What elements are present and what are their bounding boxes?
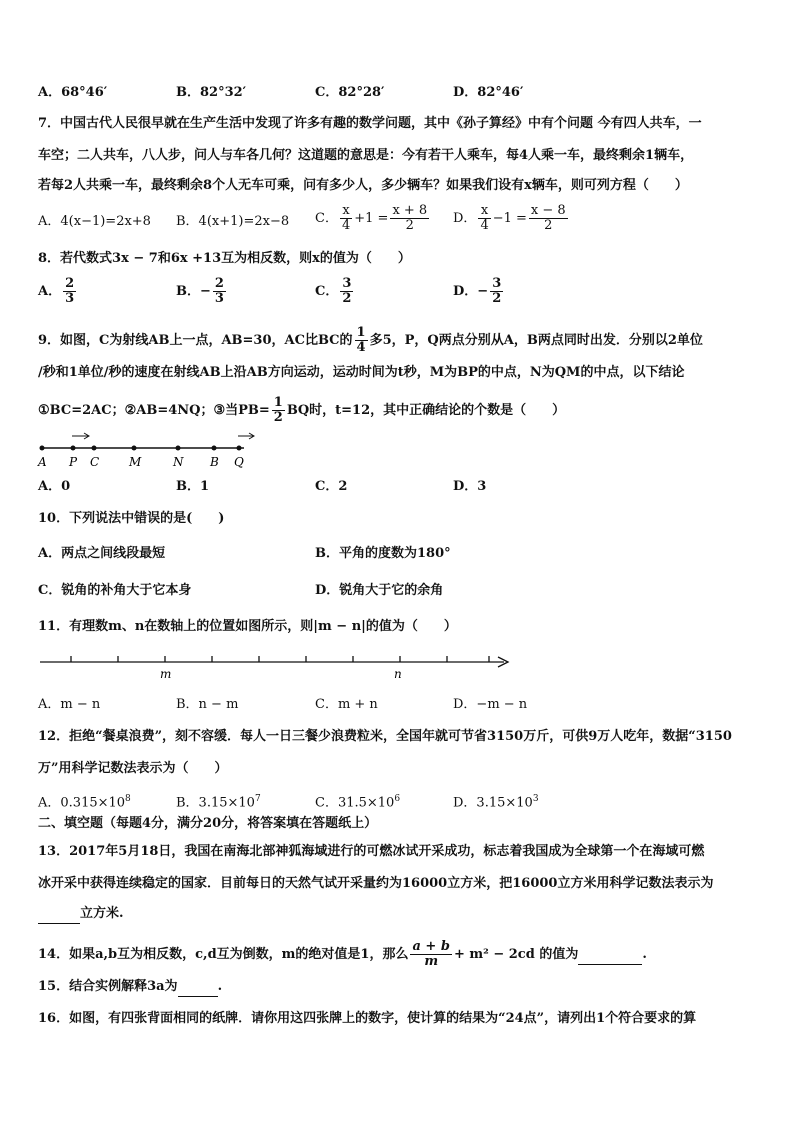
q12-option-b: B．$3.15\times 10^7$ [176, 794, 261, 811]
q9-stem-line2: /秒和1单位/秒的速度在射线AB上沿AB方向运动，运动时间为t秒，M为BP的中点，N为QM的中点，以下结论 [38, 365, 685, 380]
q11-option-c: C．m + n [315, 697, 378, 712]
q15-stem: 15．结合实例解释3a为 . [38, 978, 222, 997]
q12-option-d: D．$3.15\times 10^3$ [453, 794, 539, 811]
arrow-icon [238, 433, 254, 439]
point-c [92, 446, 97, 451]
q8-option-a: A． $\frac{2}{3}$ [38, 276, 75, 306]
q11-number-line [38, 650, 518, 682]
q10-option-c: C．锐角的补角大于它本身 [38, 583, 192, 598]
q7-stem-line1: 7．中国古代人民很早就在生产生活中发现了许多有趣的数学问题，其中《孙子算经》中有个问题 今有四人共车，一 [38, 116, 702, 131]
label-b: B [210, 455, 219, 469]
q8-option-b: B．− $\frac{2}{3}$ [176, 276, 224, 306]
q9-ray-figure [34, 428, 264, 472]
q9-option-c: C．2 [315, 479, 348, 494]
answer-blank[interactable] [578, 946, 642, 965]
q12-option-c: C．$31.5\times 10^6$ [315, 794, 401, 811]
q9-stem-line1: 9．如图，C为射线AB上一点，AB=30，AC比BC的 $\frac{1}{4}$ 多5，P，Q两点分别从A，B两点同时出发．分别以2单位 [38, 325, 703, 355]
point-b [212, 446, 217, 451]
q16-stem-line1: 16．如图，有四张背面相同的纸牌．请你用这四张牌上的数字，使计算的结果为“24点”，请列出1个符合要求的算 [38, 1011, 697, 1026]
answer-blank[interactable] [38, 905, 80, 924]
point-p [71, 446, 76, 451]
label-a: A [38, 455, 47, 469]
q9-option-d: D．3 [453, 479, 487, 494]
q6-option-a: A．68°46′ [38, 85, 108, 100]
q8-option-d: D．− $\frac{3}{2}$ [453, 276, 502, 306]
q7-option-c: C． $\frac{x}{4}$ +1 = $\frac{x + 8}{2}$ [315, 203, 428, 233]
q11-option-a: A．m − n [38, 697, 101, 712]
q10-option-d: D．锐角大于它的余角 [315, 583, 444, 598]
q10-stem: 10．下列说法中错误的是( ) [38, 511, 225, 526]
q9-stem-line3: ①BC=2AC；②AB=4NQ；③当PB= $\frac{1}{2}$ BQ时，t=12，其中正确结论的个数是（ ） [38, 395, 566, 425]
answer-blank[interactable] [178, 978, 218, 997]
q6-option-d: D．82°46′ [453, 85, 524, 100]
q13-stem-line3: 立方米. [38, 905, 124, 924]
q11-option-b: B．n − m [176, 697, 239, 712]
q6-option-c: C．82°28′ [315, 85, 385, 100]
label-m: m [160, 667, 172, 681]
q13-stem-line1: 13．2017年5月18日，我国在南海北部神狐海域进行的可燃冰试开采成功，标志着我国成为全球第一个在海域可燃 [38, 844, 705, 859]
point-m [132, 446, 137, 451]
q8-option-c: C． $\frac{3}{2}$ [315, 276, 352, 306]
q7-stem-line2: 车空；二人共车，八人步，问人与车各几何？这道题的意思是：今有若干人乘车，每4人乘一车，最终剩余1辆车， [38, 148, 694, 163]
label-c: C [90, 455, 100, 469]
arrow-icon [72, 433, 89, 439]
q13-stem-line2: 冰开采中获得连续稳定的国家．目前每日的天然气试开采量约为16000立方米，把16000立方米用科学记数法表示为 [38, 876, 714, 891]
q10-option-b: B．平角的度数为180° [315, 546, 451, 561]
label-n: N [173, 455, 184, 469]
q9-option-b: B．1 [176, 479, 210, 494]
q7-stem-line3: 若每2人共乘一车，最终剩余8个人无车可乘，问有多少人，多少辆车？如果我们设有x辆车，则可列方程（ ） [38, 178, 688, 193]
q9-option-a: A．0 [38, 479, 71, 494]
q11-option-d: D．−m − n [453, 697, 528, 712]
q10-option-a: A．两点之间线段最短 [38, 546, 166, 561]
point-q [237, 446, 242, 451]
label-m: M [129, 455, 142, 469]
q12-option-a: A．$0.315\times 10^8$ [38, 794, 131, 811]
q12-stem-line2: 万”用科学记数法表示为（ ） [38, 761, 228, 776]
q12-stem-line1: 12．拒绝“餐桌浪费”，刻不容缓．每人一日三餐少浪费粒米，全国年就可节省3150万斤，可供9万人吃年，数据“3150 [38, 729, 732, 744]
axis-ticks [71, 656, 489, 662]
q7-option-a: A．4(x−1)=2x+8 [38, 214, 151, 229]
label-q: Q [234, 455, 244, 469]
label-n: n [394, 667, 402, 681]
section-heading: 二、填空题（每题4分，满分20分，将答案填在答题纸上） [38, 816, 378, 831]
q7-option-d: D． $\frac{x}{4}$ −1 = $\frac{x - 8}{2}$ [453, 203, 566, 233]
point-a [40, 446, 45, 451]
q14-stem: 14．如果a,b互为相反数，c,d互为倒数，m的绝对值是1，那么 $\frac{a + b}{m}$ + m² − 2cd 的值为 . [38, 939, 647, 969]
q6-option-b: B．82°32′ [176, 85, 247, 100]
q8-stem: 8．若代数式3x − 7和6x +13互为相反数，则x的值为（ ） [38, 251, 411, 266]
label-p: P [69, 455, 78, 469]
q11-stem: 11．有理数m、n在数轴上的位置如图所示，则|m − n|的值为（ ） [38, 619, 457, 634]
point-n [176, 446, 181, 451]
q7-option-b: B．4(x+1)=2x−8 [176, 214, 290, 229]
